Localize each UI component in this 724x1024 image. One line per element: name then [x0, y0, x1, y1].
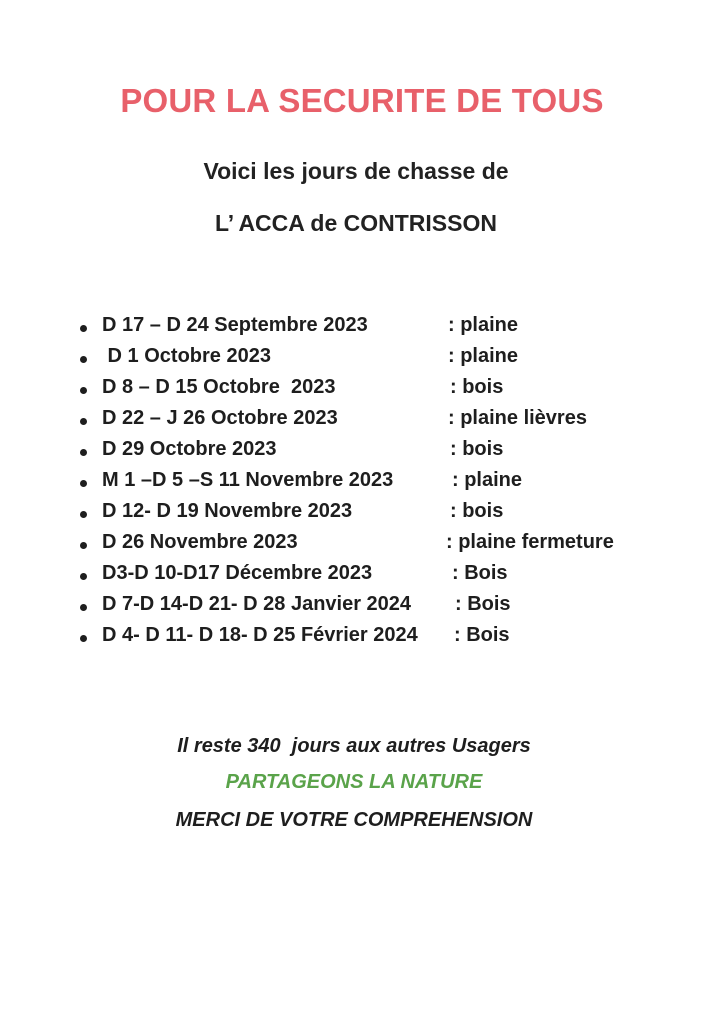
schedule-dates: D 17 – D 24 Septembre 2023 [102, 314, 368, 336]
page-title: POUR LA SECURITE DE TOUS [120, 82, 604, 119]
thanks-note: MERCI DE VOTRE COMPREHENSION [175, 809, 533, 831]
schedule-type: : plaine [448, 345, 519, 367]
subtitle-line-1: Voici les jours de chasse de [203, 158, 509, 184]
bullet-icon [80, 356, 87, 363]
schedule-type: : plaine lièvres [448, 407, 587, 429]
bullet-icon [80, 480, 87, 487]
schedule-type: : bois [450, 438, 504, 460]
schedule-item [0, 469, 724, 500]
schedule-dates: D3-D 10-D17 Décembre 2023 [102, 562, 373, 584]
schedule-type: : plaine [448, 314, 519, 336]
bullet-icon [80, 449, 87, 456]
schedule-dates: D 22 – J 26 Octobre 2023 [102, 407, 338, 429]
schedule-item [0, 624, 724, 655]
schedule-item [0, 407, 724, 438]
schedule-type: : bois [450, 500, 504, 522]
schedule-type: : bois [450, 376, 504, 398]
schedule-dates: D 29 Octobre 2023 [102, 438, 277, 460]
bullet-icon [80, 542, 87, 549]
slogan: PARTAGEONS LA NATURE [225, 771, 483, 793]
schedule-item [0, 562, 724, 593]
bullet-icon [80, 635, 87, 642]
schedule-dates: D 1 Octobre 2023 [102, 345, 271, 367]
subtitle-line-2: L’ ACCA de CONTRISSON [215, 210, 497, 236]
bullet-icon [80, 418, 87, 425]
schedule-type: : Bois [454, 624, 510, 646]
bullet-icon [80, 604, 87, 611]
schedule-item [0, 531, 724, 562]
schedule-dates: D 7-D 14-D 21- D 28 Janvier 2024 [102, 593, 412, 615]
schedule-type: : plaine fermeture [446, 531, 614, 553]
bullet-icon [80, 387, 87, 394]
schedule-dates: D 8 – D 15 Octobre 2023 [102, 376, 336, 398]
schedule-type: : plaine [452, 469, 523, 491]
hunting-schedule-list [0, 314, 724, 655]
schedule-item [0, 438, 724, 469]
schedule-item [0, 376, 724, 407]
schedule-item [0, 314, 724, 345]
bullet-icon [80, 511, 87, 518]
schedule-type: : Bois [455, 593, 511, 615]
bullet-icon [80, 573, 87, 580]
schedule-item [0, 345, 724, 376]
schedule-item [0, 593, 724, 624]
bullet-icon [80, 325, 87, 332]
schedule-dates: D 12- D 19 Novembre 2023 [102, 500, 353, 522]
schedule-item [0, 500, 724, 531]
schedule-dates: D 4- D 11- D 18- D 25 Février 2024 [102, 624, 418, 646]
remaining-days-note: Il reste 340 jours aux autres Usagers [177, 735, 531, 757]
schedule-dates: D 26 Novembre 2023 [102, 531, 298, 553]
schedule-type: : Bois [452, 562, 508, 584]
schedule-dates: M 1 –D 5 –S 11 Novembre 2023 [102, 469, 394, 491]
